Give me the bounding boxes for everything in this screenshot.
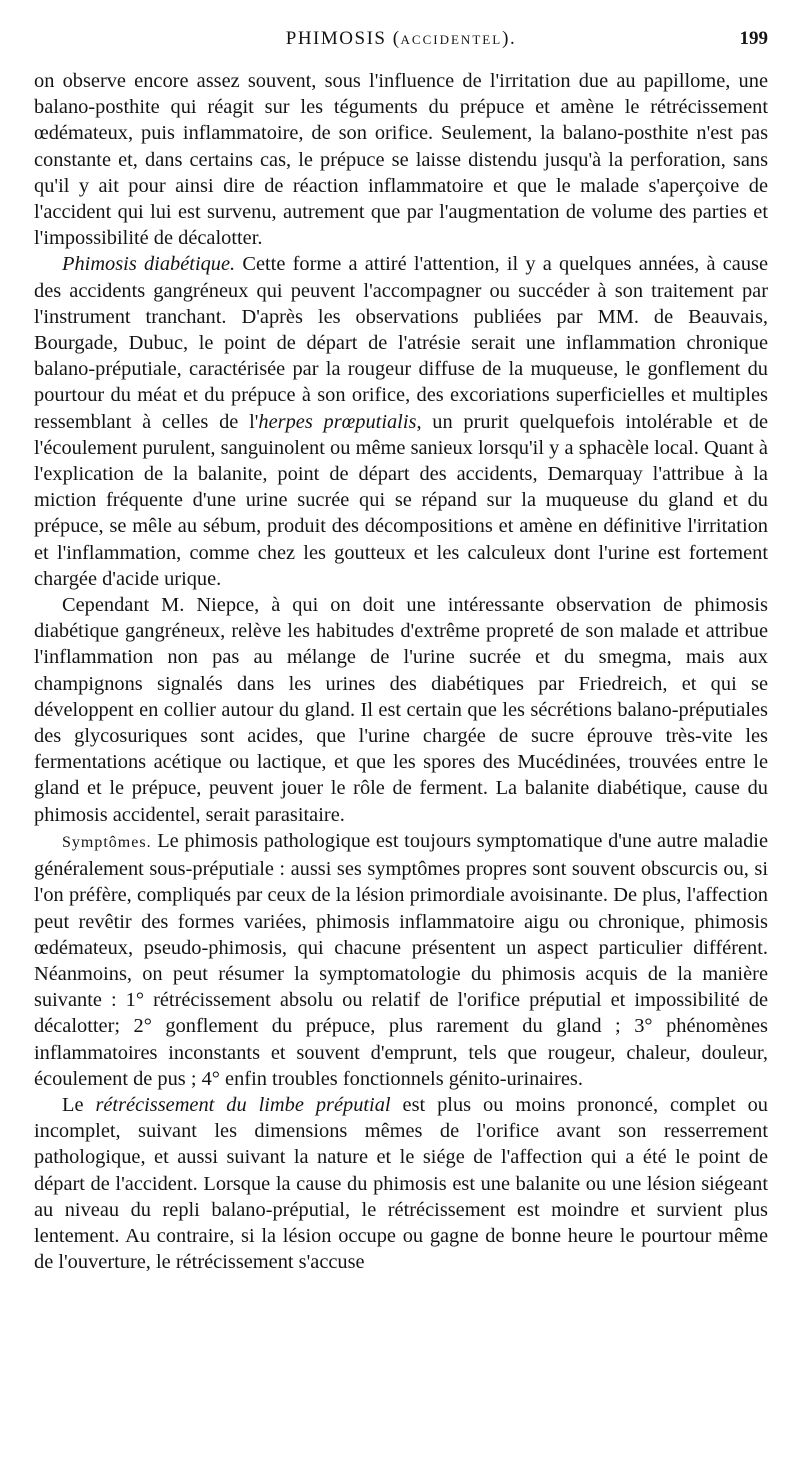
paragraph-text: Cette forme a attiré l'attention, il y a quelques années, à cause des accidents gangréneux qui peuvent l'accompagner ou succéder à son traitement par l'instrument tranchant. D'après les observations publiées par MM. de Beauvais, Bourgade, Dubuc, le point de départ de l'atrésie serait une inflammation chronique balano-préputiale, caractérisée par la rougeur diffuse de la muqueuse, le gonflement du pourtour du méat et du prépuce à son orifice, des excoriations superficielles et multiples ressemblant à celles de l' <box>34 253 769 433</box>
paragraph-phimosis-diabetique <box>34 251 768 592</box>
running-title-main: PHIMOSIS ( <box>285 28 401 49</box>
body-text <box>34 68 768 1275</box>
italic-term-retrecissement: rétrécissement du limbe préputial <box>95 1093 391 1116</box>
paragraph-text: est plus ou moins prononcé, complet ou incomplet, suivant les dimensions mêmes de l'orifice avant son resserrement pathologique, et aussi suivant la nature et le siége de l'affection qui a été le point de départ de l'accident. Lorsque la cause du phimosis est une balanite ou une lésion siégeant au niveau du repli balano-préputial, le rétrécissement est moindre et survient plus lentement. Au contraire, si la lésion occupe ou gagne de bonne heure le pourtour même de l'ouverture, le rétrécissement s'accuse <box>34 1093 768 1274</box>
running-title-end: ). <box>502 28 517 49</box>
italic-term-herpes: herpes prœputialis <box>258 410 417 433</box>
running-title <box>34 28 768 50</box>
document-page <box>34 28 768 1275</box>
running-title-smallcaps: ACCIDENTEL <box>400 32 503 47</box>
paragraph-text: , un prurit quelquefois intolérable et de l'écoulement purulent, sanguinolent ou même sanieux lorsqu'il y a sphacèle local. Quant à l'explication de la balanite, point de départ des accidents, Demarquay l'attribue à la miction fréquente d'une urine sucrée qui se répand sur la muqueuse du gland et du prépuce, se mêle au sébum, produit des décompositions et amène en définitive l'irritation et l'inflammation, comme chez les goutteux et les calculeux dont l'urine est fortement chargée d'acide urique. <box>34 410 768 590</box>
paragraph-retrecissement <box>34 1092 768 1275</box>
paragraph-text: Le phimosis pathologique est toujours symptomatique d'une autre maladie généralement sous-préputiale : aussi ses symptômes propres sont souvent obscurcis ou, si l'on préfère, compliqués par ceux de la lésion primordiale avoisinante. De plus, l'affection peut revêtir des formes variées, phimosis inflammatoire aigu ou chronique, phimosis œdémateux, pseudo-phimosis, qui chacune présentent un aspect particulier différent. Néanmoins, on peut résumer la symptomatologie du phimosis acquis de la manière suivante : 1° rétrécissement absolu ou relatif de l'orifice préputial et impossibilité de décalotter; 2° gonflement du prépuce, plus rarement du gland ; 3° phénomènes inflammatoires inconstants et souvent d'emprunt, tels que rougeur, chaleur, douleur, écoulement de pus ; 4° enfin troubles fonctionnels génito-urinaires. <box>34 829 768 1090</box>
section-lead-symptomes: Symptômes. <box>62 833 152 851</box>
section-lead-phimosis-diabetique: Phimosis diabétique. <box>62 253 236 276</box>
paragraph-continuation: on observe encore assez souvent, sous l'influence de l'irritation due au papillome, une balano-posthite qui réagit sur les téguments du prépuce et amène le rétrécissement œdémateux, puis inflammatoire, de son orifice. Seulement, la balano-posthite n'est pas constante et, dans certains cas, le prépuce se laisse distendu jusqu'à la perforation, sans qu'il y ait pour ainsi dire de réaction inflammatoire et que le malade s'aperçoive de l'accident qui lui est survenu, autrement que par l'augmentation de volume des parties et l'impossibilité de décalotter. <box>34 70 768 250</box>
page-number: 199 <box>739 28 768 49</box>
paragraph-text: Le <box>62 1093 96 1116</box>
running-head <box>34 28 768 58</box>
paragraph-symptomes <box>34 828 768 1092</box>
paragraph-niepce: Cependant M. Niepce, à qui on doit une intéressante observation de phimosis diabétique gangréneux, relève les habitudes d'extrême propreté de son malade et attribue l'inflammation non pas au mélange de l'urine sucrée et du smegma, mais aux champignons signalés dans les urines des diabétiques par Friedreich, et qui se développent en collier autour du gland. Il est certain que les sécrétions balano-préputiales des glycosuriques sont acides, que l'urine chargée de sucre éprouve très-vite les fermentations acétique ou lactique, et que les spores des Mucédinées, trouvées entre le gland et le prépuce, peuvent jouer le rôle de ferment. La balanite diabétique, cause du phimosis accidentel, serait parasitaire. <box>34 594 768 826</box>
